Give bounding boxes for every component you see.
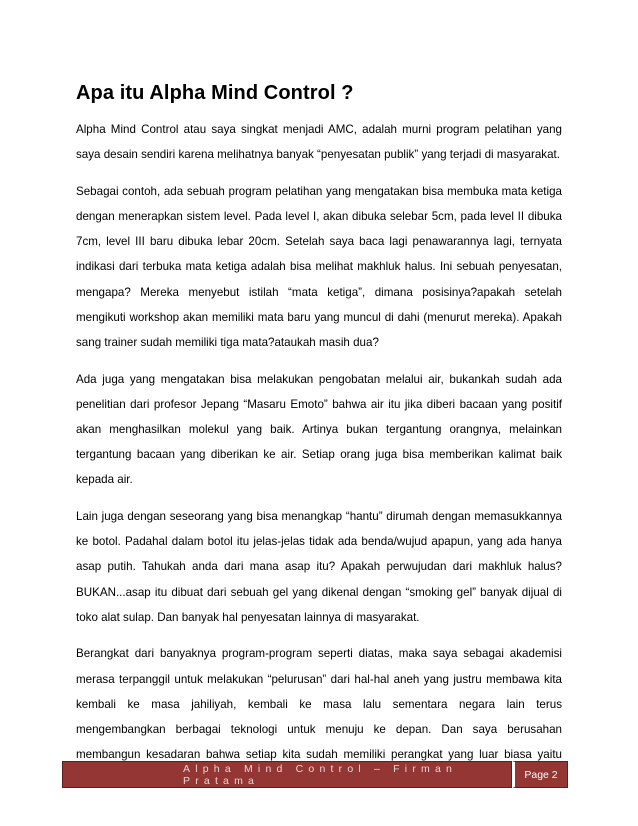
footer-running-title: Alpha Mind Control – Firman Pratama bbox=[62, 761, 512, 788]
page-title: Apa itu Alpha Mind Control ? bbox=[76, 82, 354, 104]
paragraph-5: Berangkat dari banyaknya program-program seperti diatas, maka saya sebagai akademisi merasa terpanggil untuk melakukan “pelurusan” dari hal-hal aneh yang justru membawa kita kembali ke masa jahiliyah, kembali ke masa lalu sementara negara lain terus mengembangkan berbagai teknologi untuk menuju ke depan. Dan saya berusahan membangun kesadaran bahwa setiap kita sudah memiliki perangkat yang luar biasa yaitu bbox=[76, 647, 562, 762]
paragraph-2: Sebagai contoh, ada sebuah program pelatihan yang mengatakan bisa membuka mata ketiga dengan menerapkan sistem level. Pada level I, akan dibuka selebar 5cm, pada level II dibuka 7cm, level III baru dibuka lebar 20cm. Setelah saya baca lagi penawarannya lagi, ternyata indikasi dari terbuka mata ketiga adalah bisa melihat makhluk halus. Ini sebuah penyesatan, mengapa? Mereka menyebut istilah “mata ketiga”, dimana posisinya?apakah setelah mengikuti workshop akan memiliki mata baru yang muncul di dahi (menurut mereka). Apakah sang trainer sudah memiliki tiga mata?ataukah masih dua? bbox=[76, 184, 562, 350]
paragraph-1: Alpha Mind Control atau saya singkat menjadi AMC, adalah murni program pelatihan yang saya desain sendiri karena melihatnya banyak “penyesatan publik” yang terjadi di masyarakat. bbox=[76, 123, 562, 162]
body-text bbox=[76, 117, 562, 804]
footer-page-number: Page 2 bbox=[512, 761, 568, 788]
paragraph-3: Ada juga yang mengatakan bisa melakukan pengobatan melalui air, bukankah sudah ada penelitian dari profesor Jepang “Masaru Emoto” bahwa air itu jika diberi bacaan yang positif akan menghasilkan molekul yang baik. Artinya bukan tergantung orangnya, melainkan tergantung bacaan yang diberikan ke air. Setiap orang juga bisa memberikan kalimat baik kepada air. bbox=[76, 372, 562, 487]
page-footer bbox=[62, 761, 568, 788]
paragraph-4: Lain juga dengan seseorang yang bisa menangkap “hantu” dirumah dengan memasukkannya ke botol. Padahal dalam botol itu jelas-jelas tidak ada benda/wujud apapun, yang ada hanya asap putih. Tahukah anda dari mana asap itu? Apakah perwujudan dari makhluk halus? BUKAN...asap itu dibuat dari sebuah gel yang dikenal dengan “smoking gel” banyak dijual di toko alat sulap. Dan banyak hal penyesatan lainnya di masyarakat. bbox=[76, 510, 562, 624]
